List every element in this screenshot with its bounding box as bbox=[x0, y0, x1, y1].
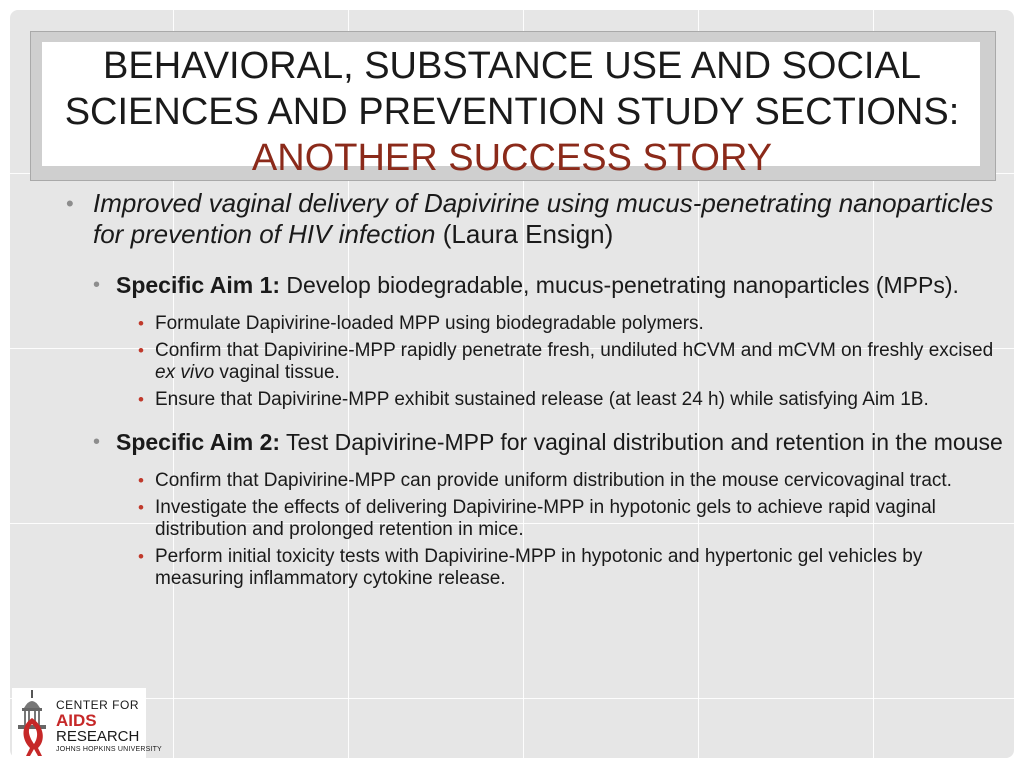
main-bullet bbox=[66, 188, 1006, 250]
project-author: (Laura Ensign) bbox=[435, 219, 614, 249]
aim-1-item-2-italic: ex vivo bbox=[155, 362, 215, 383]
aim-1-item-3: Ensure that Dapivirine-MPP exhibit sustained release (at least 24 h) while satisfying Aim 1B. bbox=[155, 389, 929, 410]
aim-1-text: Develop biodegradable, mucus-penetrating nanoparticles (MPPs). bbox=[280, 272, 959, 298]
aim-2-label: Specific Aim 2: bbox=[116, 429, 281, 455]
logo-line-1: CENTER FOR bbox=[56, 698, 139, 712]
aim-2-text: Test Dapivirine-MPP for vaginal distribution and retention in the mouse bbox=[280, 429, 1003, 455]
bullet-icon: • bbox=[138, 341, 144, 360]
bullet-icon: • bbox=[138, 390, 144, 409]
aim-1-item-2-tail: vaginal tissue. bbox=[214, 362, 340, 383]
list-item bbox=[138, 313, 1006, 335]
list-item bbox=[138, 389, 1006, 411]
aim-1-label: Specific Aim 1: bbox=[116, 272, 281, 298]
dome-ribbon-icon bbox=[12, 688, 56, 758]
list-item bbox=[138, 340, 1006, 384]
aim-1-items bbox=[138, 313, 1006, 411]
title-line-1: BEHAVIORAL, SUBSTANCE USE AND SOCIAL bbox=[103, 45, 921, 87]
aim-1-item-1: Formulate Dapivirine-loaded MPP using biodegradable polymers. bbox=[155, 313, 704, 334]
aim-2-items bbox=[138, 470, 1006, 590]
title-line-2: SCIENCES AND PREVENTION STUDY SECTIONS: bbox=[64, 91, 960, 133]
cfar-logo bbox=[12, 688, 162, 758]
slide-title bbox=[30, 43, 994, 181]
bullet-icon: • bbox=[66, 191, 74, 216]
list-item bbox=[138, 497, 1006, 541]
aim-1 bbox=[93, 272, 1006, 299]
logo-line-2: AIDS bbox=[56, 711, 97, 730]
logo-line-3: RESEARCH bbox=[56, 728, 140, 745]
list-item bbox=[138, 470, 1006, 492]
logo-line-4: JOHNS HOPKINS UNIVERSITY bbox=[56, 746, 162, 753]
aim-2-item-2: Investigate the effects of delivering Dapivirine-MPP in hypotonic gels to achieve rapid vaginal distribution and prolonged retention in mice. bbox=[155, 497, 936, 540]
bullet-icon: • bbox=[138, 498, 144, 517]
bullet-icon: • bbox=[93, 274, 101, 296]
aim-2-item-1: Confirm that Dapivirine-MPP can provide uniform distribution in the mouse cervicovaginal tract. bbox=[155, 470, 952, 491]
bullet-icon: • bbox=[138, 547, 144, 566]
bullet-icon: • bbox=[93, 431, 101, 453]
project-title: Improved vaginal delivery of Dapivirine using mucus-penetrating nanoparticles for prevention of HIV infection bbox=[93, 188, 994, 249]
bullet-icon: • bbox=[138, 314, 144, 333]
slide-content bbox=[66, 188, 1006, 595]
title-subtitle: ANOTHER SUCCESS STORY bbox=[251, 137, 773, 179]
list-item bbox=[138, 546, 1006, 590]
bullet-icon: • bbox=[138, 471, 144, 490]
aim-2 bbox=[93, 429, 1006, 456]
aim-2-item-3: Perform initial toxicity tests with Dapivirine-MPP in hypotonic and hypertonic gel vehicles by measuring inflammatory cytokine release. bbox=[155, 546, 923, 589]
aim-1-item-2: Confirm that Dapivirine-MPP rapidly penetrate fresh, undiluted hCVM and mCVM on freshly excised bbox=[155, 340, 994, 361]
